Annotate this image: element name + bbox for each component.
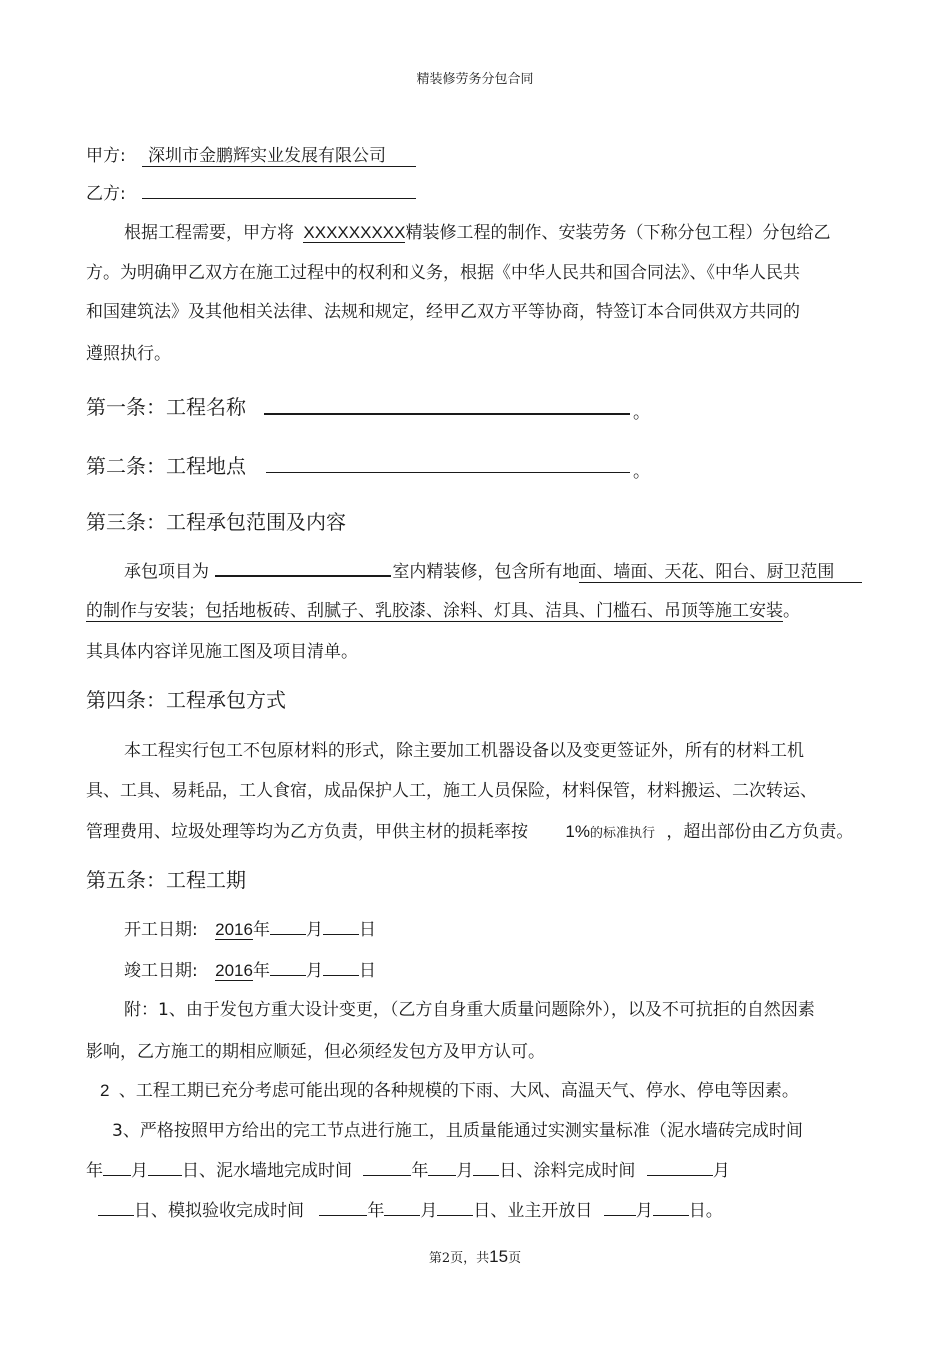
milestone-5-month-blank (604, 1198, 636, 1216)
end-date-row (124, 956, 376, 981)
milestone-2-year: 年 (411, 1161, 429, 1181)
article-4-line-3 (86, 817, 853, 842)
party-b-label: 乙方: (86, 184, 126, 204)
intro-line-3: 和国建筑法》及其他相关法律、法规和规定，经甲乙双方平等协商，特签订本合同供双方共同的 (86, 302, 800, 322)
start-day-blank (323, 917, 359, 935)
milestone-1-day-blank (148, 1158, 182, 1176)
milestone-2-year-blank (363, 1158, 411, 1176)
party-b-blank (142, 198, 416, 199)
note-3-line-1: 3、严格按照甲方给出的完工节点进行施工，且质量能通过实测实量标准（泥水墙砖完成时间 (112, 1121, 803, 1141)
project-placeholder: XXXXXXXXX (303, 223, 406, 242)
milestone-3-day-blank (98, 1198, 134, 1216)
page-number-suffix: 页 (508, 1251, 522, 1266)
intro-text-a: 根据工程需要，甲方将 (124, 223, 294, 243)
scope-project-blank (215, 559, 391, 577)
article-1-end: 。 (633, 403, 650, 423)
note-2-number: 2 (100, 1081, 110, 1100)
milestone-2-month: 月 (456, 1161, 474, 1181)
milestone-1-month: 月 (131, 1161, 148, 1181)
note-2 (100, 1076, 799, 1101)
start-year-unit: 年 (252, 920, 270, 940)
milestone-3-label: 日、涂料完成时间 (499, 1161, 636, 1181)
article-3-line-2 (86, 596, 800, 621)
milestone-5-month: 月 (635, 1201, 653, 1221)
party-a-name: 深圳市金鹏辉实业发展有限公司 (142, 141, 416, 167)
page-total: 15 (489, 1247, 509, 1266)
milestone-3-month-blank (647, 1158, 713, 1176)
intro-text-b: 精装修工程的制作、安装劳务（下称分包工程）分包给乙 (405, 223, 831, 243)
milestone-5-day-blank (653, 1198, 689, 1216)
milestone-5-label: 日、业主开放日 (473, 1201, 593, 1221)
loss-rate: 1% (565, 822, 590, 841)
milestone-4-month: 月 (420, 1201, 438, 1221)
note-1-line-1: 附：1、由于发包方重大设计变更，（乙方自身重大质量问题除外），以及不可抗拒的自然因素 (124, 1000, 815, 1020)
milestone-2-day-blank (473, 1158, 499, 1176)
scope-text-a: 承包项目为 (124, 562, 209, 582)
article-3-heading: 第三条：工程承包范围及内容 (86, 510, 346, 534)
milestone-2-month-blank (428, 1158, 456, 1176)
scope-text-d: 的制作与安装；包括地板砖、刮腻子、乳胶漆、涂料、灯具、洁具、门槛石、吊顶等施工安装 (86, 601, 783, 621)
article-3-line-3: 其具体内容详见施工图及项目清单。 (86, 642, 358, 662)
scope-text-e: 。 (783, 601, 800, 621)
start-month-blank (270, 917, 306, 935)
start-day-unit: 日 (358, 920, 376, 940)
contract-text-c: ，超出部份由乙方负责。 (666, 822, 854, 842)
milestone-4-day-blank (437, 1198, 473, 1216)
note-2-text: 、工程工期已充分考虑可能出现的各种规模的下雨、大风、高温天气、停水、停电等因素。 (118, 1081, 799, 1101)
intro-line-1 (124, 218, 830, 243)
page-number-prefix: 第2页，共 (428, 1251, 490, 1266)
milestone-4-year: 年 (367, 1201, 385, 1221)
milestone-1-month-blank (103, 1158, 131, 1176)
end-date-label: 竣工日期: (124, 961, 198, 981)
article-4-line-1: 本工程实行包工不包原材料的形式，除主要加工机器设备以及变更签证外，所有的材料工机 (124, 741, 804, 761)
start-date-label: 开工日期: (124, 920, 198, 940)
end-month-unit: 月 (305, 961, 323, 981)
end-month-blank (270, 958, 306, 976)
article-4-line-2: 具、工具、易耗品，工人食宿，成品保护人工，施工人员保险，材料保管，材料搬运、二次转运、 (86, 781, 817, 801)
milestone-4-year-blank (319, 1198, 367, 1216)
end-year-value: 2016 (215, 961, 253, 980)
start-month-unit: 月 (305, 920, 323, 940)
end-year-unit: 年 (252, 961, 270, 981)
article-4-heading: 第四条：工程承包方式 (86, 688, 286, 712)
contract-text-a: 管理费用、垃圾处理等均为乙方负责，甲供主材的损耗率按 (86, 822, 528, 842)
project-location-blank (266, 472, 630, 473)
milestone-2-label: 日、泥水墙地完成时间 (182, 1161, 352, 1181)
article-3-line-1 (124, 557, 862, 582)
milestone-1-year: 年 (86, 1161, 103, 1181)
article-2-end: 。 (633, 462, 650, 482)
milestone-5-day: 日。 (688, 1201, 723, 1221)
milestone-3-month: 月 (712, 1161, 730, 1181)
note-3-line-2 (86, 1156, 730, 1181)
milestone-4-label: 日、模拟验收完成时间 (134, 1201, 304, 1221)
intro-line-4: 遵照执行。 (86, 344, 171, 364)
article-1-heading: 第一条：工程名称 (86, 395, 246, 419)
page-header-title: 精装修劳务分包合同 (416, 72, 534, 87)
note-3-line-3 (98, 1196, 723, 1221)
project-name-blank (264, 413, 630, 415)
start-date-row (124, 915, 376, 940)
end-day-unit: 日 (358, 961, 376, 981)
party-a-label: 甲方: (86, 146, 126, 166)
end-day-blank (323, 958, 359, 976)
page-footer (0, 1247, 950, 1267)
contract-text-b: 的标准执行 (589, 826, 655, 841)
note-1-line-2: 影响，乙方施工的期相应顺延，但必须经发包方及甲方认可。 (86, 1042, 545, 1062)
start-year-value: 2016 (215, 920, 253, 939)
article-5-heading: 第五条：工程工期 (86, 868, 246, 892)
milestone-4-month-blank (384, 1198, 420, 1216)
intro-line-2: 方。为明确甲乙双方在施工过程中的权利和义务，根据《中华人民共和国合同法》、《中华人民共 (86, 263, 800, 283)
scope-text-c: 面、墙面、天花、阳台、厨卫范围 (579, 562, 862, 583)
article-2-heading: 第二条：工程地点 (86, 454, 246, 478)
scope-text-b: 室内精装修，包含所有地 (392, 562, 580, 582)
